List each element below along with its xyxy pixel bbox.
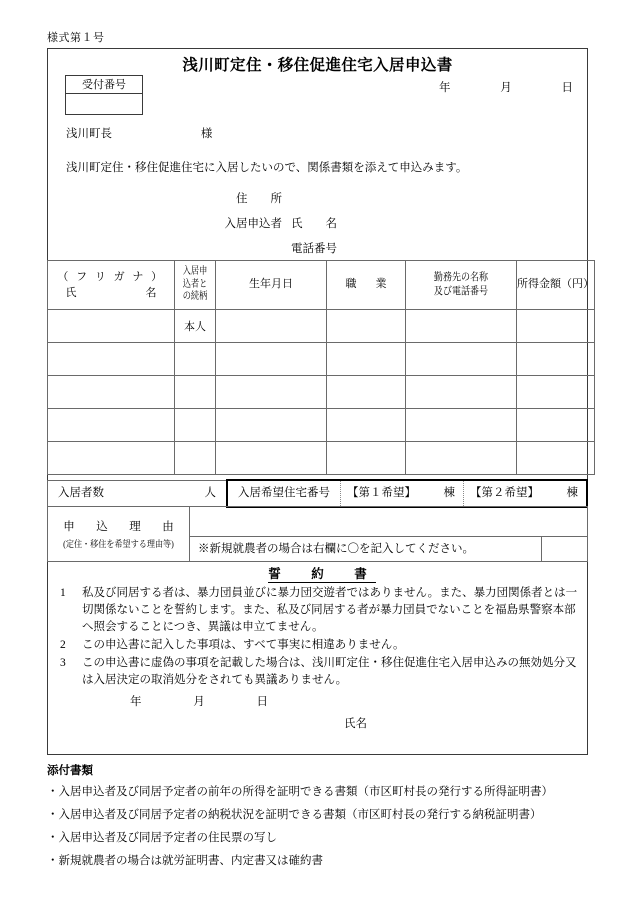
pledge-item-text: 私及び同居する者は、暴力団員並びに暴力団交遊者ではありません。また、暴力団関係者とは一切関係ないことを誓約します。また、私及び同居する者が暴力団員でないことを福島県警察本部へ照会することにつき、異議は申立てません。 [82,587,578,634]
receipt-number-input[interactable] [66,94,142,115]
cell-occupation[interactable] [327,376,406,409]
pledge-date-year-label: 年 [130,696,142,709]
cell-occupation[interactable] [327,310,406,343]
table-row [48,376,595,409]
applicant-name-label: 氏 名 [291,218,337,230]
table-row [48,409,595,442]
cell-furigana-name[interactable] [48,376,175,409]
pledge-title: 誓 約 書 [268,567,376,581]
house-preference-box [226,479,588,508]
cell-occupation[interactable] [327,442,406,475]
pledge-item-number: 3 [60,657,66,670]
reason-input[interactable] [189,506,588,537]
pledge-date-month-label: 月 [193,696,205,709]
household-members-table [47,260,595,475]
first-choice-label: 【第１希望】 [347,487,416,499]
cell-relation[interactable]: 本人 [175,310,216,343]
new-farmer-note: ※新規就農者の場合は右欄に〇を記入してください。 [198,543,474,555]
pledge-date-day-label: 日 [256,696,268,709]
cell-furigana-name[interactable] [48,343,175,376]
application-reason-block [47,506,588,562]
first-choice-unit: 棟 [443,487,455,499]
reason-sublabel: (定住・移住を希望する理由等) [63,539,174,549]
table-row [48,442,595,475]
attachment-item: ・新規就農者の場合は就労証明書、内定書又は確約書 [47,855,323,867]
cell-income[interactable] [517,376,595,409]
house-number-label: 入居希望住宅番号 [228,481,341,506]
cell-birthdate[interactable] [216,310,327,343]
cell-relation[interactable] [175,409,216,442]
attachment-item: ・入居申込者及び同居予定者の住民票の写し [47,832,277,844]
cell-workplace[interactable] [406,409,517,442]
pledge-date [48,693,587,709]
date-day-label: 日 [561,82,573,94]
cell-furigana-name[interactable] [48,310,175,343]
column-header-occupation: 職 業 [327,261,406,310]
pledge-item-text: この申込書に記入した事項は、すべて事実に相違ありません。 [82,639,405,652]
addressee-line [66,125,212,141]
applicant-phone-label: 電話番号 [291,243,337,255]
cell-income[interactable] [517,310,595,343]
cell-relation[interactable] [175,376,216,409]
cell-birthdate[interactable] [216,409,327,442]
pledge-item-number: 1 [60,587,66,599]
addressee-name: 浅川町長 [66,128,112,140]
cell-relation[interactable] [175,343,216,376]
second-choice-label: 【第２希望】 [470,487,539,499]
cell-income[interactable] [517,442,595,475]
table-header-row [48,261,595,310]
table-body [48,310,595,475]
cell-furigana-name[interactable] [48,442,175,475]
pledge-item-number: 2 [60,639,66,652]
cell-furigana-name[interactable] [48,409,175,442]
submission-date [439,79,573,95]
attachment-item: ・入居申込者及び同居予定者の納税状況を証明できる書類（市区町村長の発行する納税証明書） [47,809,542,821]
receipt-number-label: 受付番号 [66,76,142,94]
occupant-count-cell [47,480,227,507]
receipt-number-box [65,75,143,115]
main-form-box [47,48,594,755]
first-choice-cell[interactable] [341,481,464,506]
pledge-item [48,637,587,654]
applicant-lead-label: 入居申込者 [224,218,282,230]
applicant-address-row [48,187,587,212]
occupant-count-unit: 人 [204,487,216,499]
column-header-workplace: 勤務先の名称 及び電話番号 [406,261,517,310]
second-choice-unit: 棟 [566,487,578,499]
attachments-section [47,762,607,875]
column-header-furigana-name: （ フ リ ガ ナ ） 氏 名 [48,261,175,310]
occupant-count-label: 入居者数 [58,487,104,499]
cell-birthdate[interactable] [216,343,327,376]
date-month-label: 月 [500,82,512,94]
column-header-birthdate: 生年月日 [216,261,327,310]
table-row [48,310,595,343]
table-header [48,261,595,310]
preference-row [47,480,588,507]
cell-birthdate[interactable] [216,376,327,409]
reason-label: 申 込 理 由 [63,521,179,533]
attachments-title: 添付書類 [47,765,93,777]
pledge-signature [48,715,587,731]
cell-workplace[interactable] [406,310,517,343]
cell-workplace[interactable] [406,343,517,376]
column-header-relation: 入居申 込者と の続柄 [175,261,216,310]
cell-income[interactable] [517,409,595,442]
date-year-label: 年 [439,82,451,94]
new-farmer-checkbox[interactable] [541,537,587,561]
addressee-honorific: 様 [200,128,213,140]
cell-workplace[interactable] [406,442,517,475]
reason-label-cell [47,506,190,562]
cell-income[interactable] [517,343,595,376]
table-row [48,343,595,376]
pledge-section [48,564,587,731]
form-number-label: 様式第１号 [47,32,105,44]
application-statement: 浅川町定住・移住促進住宅に入居したいので、関係書類を添えて申込みます。 [66,162,468,174]
pledge-name-label: 氏名 [344,718,367,731]
pledge-item [48,585,587,636]
second-choice-cell[interactable] [464,481,586,506]
page-title: 浅川町定住・移住促進住宅入居申込書 [182,57,453,74]
cell-workplace[interactable] [406,376,517,409]
cell-birthdate[interactable] [216,442,327,475]
applicant-name-row [48,212,587,237]
applicant-address-label: 住 所 [236,193,282,205]
cell-relation[interactable] [175,442,216,475]
attachment-item: ・入居申込者及び同居予定者の前年の所得を証明できる書類（市区町村長の発行する所得証明書） [47,786,553,798]
applicant-phone-row [48,237,587,262]
pledge-item-text: この申込書に虚偽の事項を記載した場合は、浅川町定住・移住促進住宅入居申込みの無効処分又は入居決定の取消処分をされても異議ありません。 [82,657,577,687]
cell-occupation[interactable] [327,409,406,442]
column-header-income: 所得金額（円） [517,261,595,310]
pledge-item [48,655,587,689]
applicant-info-block [48,187,587,262]
cell-occupation[interactable] [327,343,406,376]
new-farmer-note-row [189,536,588,562]
